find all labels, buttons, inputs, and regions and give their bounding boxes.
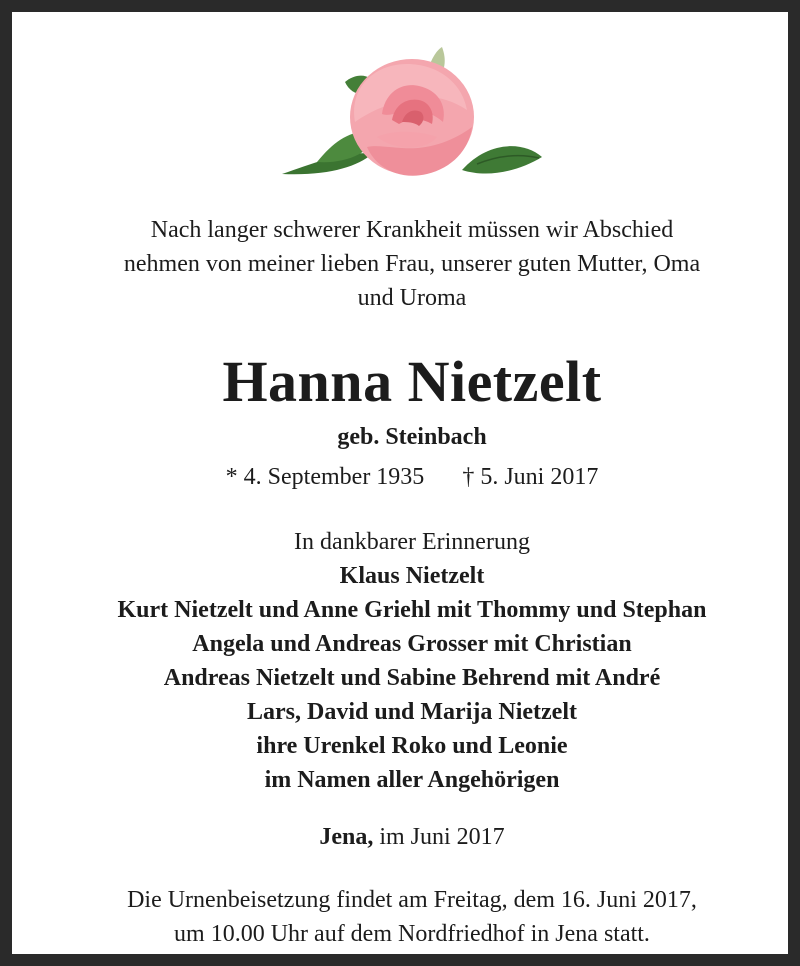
mourner-line: Klaus Nietzelt (339, 563, 485, 589)
place-date (24, 820, 800, 854)
place-city: Jena, (319, 824, 374, 850)
intro-line: und Uroma (357, 285, 467, 311)
birth-date: * 4. September 1935 (225, 464, 425, 490)
rose-icon (277, 42, 547, 187)
life-dates (24, 460, 800, 494)
mourner-line: ihre Urenkel Roko und Leonie (256, 733, 568, 759)
birth-name: geb. Steinbach (337, 424, 487, 450)
deceased-name: Hanna Nietzelt (222, 349, 602, 414)
mourner-line: Kurt Nietzelt und Anne Griehl mit Thommy und Stephan (117, 597, 707, 623)
place-month: im Juni 2017 (373, 824, 505, 850)
memory-heading: In dankbarer Erinnerung (294, 529, 530, 555)
intro-line: nehmen von meiner lieben Frau, unserer guten Mutter, Oma (123, 251, 701, 277)
burial-line: um 10.00 Uhr auf dem Nordfriedhof in Jena statt. (174, 921, 650, 947)
burial-notice (24, 883, 800, 951)
burial-line: Die Urnenbeisetzung findet am Freitag, dem 16. Juni 2017, (127, 887, 697, 913)
mourners-list (24, 559, 800, 797)
mourner-line: Lars, David und Marija Nietzelt (247, 699, 577, 725)
death-date: † 5. Juni 2017 (462, 464, 599, 490)
mourner-line: Andreas Nietzelt und Sabine Behrend mit André (163, 665, 661, 691)
mourner-line: im Namen aller Angehörigen (264, 767, 560, 793)
intro-line: Nach langer schwerer Krankheit müssen wir Abschied (150, 217, 674, 243)
mourner-line: Angela und Andreas Grosser mit Christian (192, 631, 632, 657)
intro-text (24, 213, 800, 315)
